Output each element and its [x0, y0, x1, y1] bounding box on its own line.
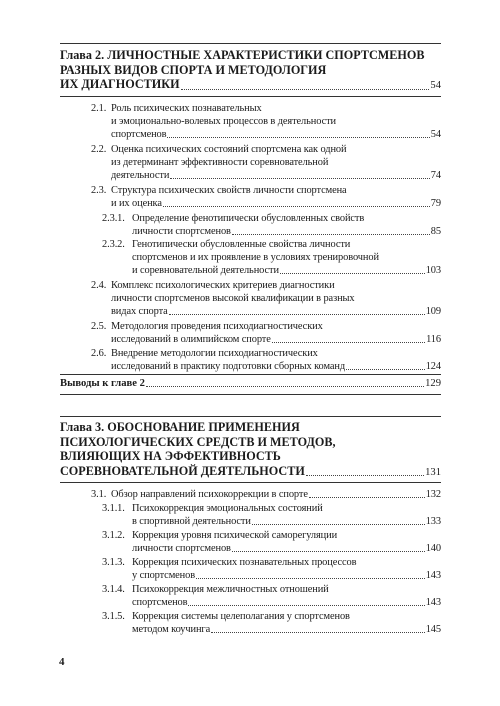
- dot-leader: [167, 136, 429, 138]
- entry-line: спортсменов и их проявление в условиях тренировочной: [132, 252, 379, 263]
- entry-line: Определение фенотипически обусловленных свойств: [132, 213, 365, 224]
- section-rule: [60, 416, 441, 417]
- top-rule: [60, 43, 441, 44]
- toc-entry-2-3-1: [102, 212, 441, 238]
- toc-entry-3-1-5: [102, 610, 441, 636]
- dot-leader: [232, 233, 430, 235]
- entry-line: видах спорта: [111, 306, 168, 317]
- entry-line: из детерминант эффективности соревновательной: [111, 157, 329, 168]
- toc-entry-2-2: [91, 143, 441, 182]
- entry-line: Внедрение методологии психодиагностических: [111, 348, 318, 359]
- entry-number: 3.1.3.: [102, 557, 125, 568]
- entry-line: и эмоционально-волевых процессов в деятельности: [111, 116, 336, 127]
- entry-line: Коррекция психических познавательных процессов: [132, 557, 357, 568]
- entry-page: 103: [425, 265, 441, 276]
- entry-line: деятельности: [111, 170, 170, 181]
- toc-entry-3-1-2: [102, 529, 441, 555]
- entry-line: и соревновательной деятельности: [132, 265, 279, 276]
- entry-line: спортсменов: [111, 129, 167, 140]
- chapter-3-rule: [60, 482, 441, 483]
- dot-leader: [181, 88, 430, 90]
- dot-leader: [163, 205, 430, 207]
- dot-leader: [146, 385, 424, 387]
- entry-line: у спортсменов: [132, 570, 196, 581]
- entry-line: в спортивной деятельности: [132, 516, 251, 527]
- toc-entry-2-3: [91, 184, 441, 210]
- entry-page: 143: [425, 570, 441, 581]
- toc-entry-2-3-2: [102, 238, 441, 277]
- chapter-2-page: 54: [430, 80, 441, 92]
- dot-leader: [306, 474, 424, 476]
- entry-number: 3.1.5.: [102, 611, 125, 622]
- chapter-3-title-line: ВЛИЯЮЩИХ НА ЭФФЕКТИВНОСТЬ: [60, 449, 281, 464]
- entry-line: исследований в олимпийском спорте: [111, 334, 271, 345]
- toc-entry-3-1-1: [102, 502, 441, 528]
- chapter-3-title: [60, 420, 441, 480]
- entry-page: 79: [430, 198, 441, 209]
- entry-line: Методология проведения психодиагностических: [111, 321, 323, 332]
- entry-number: 2.2.: [91, 144, 107, 155]
- conclusions-page: 129: [425, 378, 441, 389]
- entry-line: Комплекс психологических критериев диагностики: [111, 280, 335, 291]
- entry-line: методом коучинга: [132, 624, 211, 635]
- dot-leader: [169, 313, 425, 315]
- entry-page: 74: [430, 170, 441, 181]
- entry-line: Роль психических познавательных: [111, 103, 262, 114]
- toc-entry-3-1: [91, 488, 441, 501]
- entry-number: 3.1.1.: [102, 503, 125, 514]
- entry-line: Психокоррекция межличностных отношений: [132, 584, 329, 595]
- entry-number: 2.3.: [91, 185, 107, 196]
- entry-page: 132: [425, 489, 441, 500]
- dot-leader: [211, 631, 425, 633]
- toc-entry-3-1-3: [102, 556, 441, 582]
- entry-page: 143: [425, 597, 441, 608]
- entry-number: 2.6.: [91, 348, 107, 359]
- dot-leader: [309, 496, 425, 498]
- entry-line: Оценка психических состояний спортсмена как одной: [111, 144, 347, 155]
- chapter-2-title-line: ИХ ДИАГНОСТИКИ: [60, 77, 180, 92]
- chapter-3-title-line: Глава 3. ОБОСНОВАНИЕ ПРИМЕНЕНИЯ: [60, 420, 300, 434]
- entry-number: 3.1.4.: [102, 584, 125, 595]
- entry-page: 124: [425, 361, 441, 372]
- entry-page: 116: [426, 334, 441, 345]
- chapter-2-title: [60, 48, 441, 94]
- entry-page: 133: [425, 516, 441, 527]
- entry-number: 2.4.: [91, 280, 107, 291]
- section-rule: [60, 394, 441, 395]
- toc-entry-2-1: [91, 102, 441, 141]
- entry-page: 85: [430, 226, 441, 237]
- entry-line: личности спортсменов: [132, 226, 231, 237]
- chapter-3-title-line: СОРЕВНОВАТЕЛЬНОЙ ДЕЯТЕЛЬНОСТИ: [60, 463, 305, 478]
- entry-line: Коррекция системы целеполагания у спортсменов: [132, 611, 350, 622]
- entry-number: 2.1.: [91, 103, 107, 114]
- entry-page: 54: [430, 129, 441, 140]
- entry-line: спортсменов: [132, 597, 188, 608]
- conclusions-label: Выводы к главе 2: [60, 378, 145, 389]
- dot-leader: [346, 368, 425, 370]
- dot-leader: [252, 523, 425, 525]
- entry-line: личности спортсменов: [132, 543, 231, 554]
- chapter-2-title-line: Глава 2. ЛИЧНОСТНЫЕ ХАРАКТЕРИСТИКИ СПОРТСМЕНОВ: [60, 48, 425, 62]
- entry-line: Коррекция уровня психической саморегуляции: [132, 530, 338, 541]
- page-number: 4: [59, 656, 65, 668]
- entry-page: 145: [425, 624, 441, 635]
- entry-number: 2.5.: [91, 321, 107, 332]
- section-rule: [60, 374, 441, 375]
- entry-line: Обзор направлений психокоррекции в спорте: [111, 489, 308, 500]
- entry-number: 2.3.2.: [102, 239, 125, 250]
- entry-line: Генотипически обусловленные свойства личности: [132, 239, 351, 250]
- entry-number: 2.3.1.: [102, 213, 125, 224]
- chapter-2-conclusions: [60, 377, 441, 390]
- toc-entry-2-6: [91, 347, 441, 373]
- toc-entry-3-1-4: [102, 583, 441, 609]
- dot-leader: [272, 341, 425, 343]
- chapter-3-title-line: ПСИХОЛОГИЧЕСКИХ СРЕДСТВ И МЕТОДОВ,: [60, 434, 336, 449]
- entry-number: 3.1.: [91, 489, 107, 500]
- entry-page: 140: [425, 543, 441, 554]
- dot-leader: [280, 272, 425, 274]
- entry-number: 3.1.2.: [102, 530, 125, 541]
- chapter-2-title-line: РАЗНЫХ ВИДОВ СПОРТА И МЕТОДОЛОГИЯ: [60, 62, 327, 77]
- toc-entry-2-4: [91, 279, 441, 318]
- chapter-3-page: 131: [425, 466, 441, 478]
- chapter-2-rule: [60, 96, 441, 97]
- entry-line: и их оценка: [111, 198, 162, 209]
- entry-line: Структура психических свойств личности спортсмена: [111, 185, 347, 196]
- dot-leader: [196, 577, 425, 579]
- dot-leader: [170, 177, 430, 179]
- entry-line: личности спортсменов высокой квалификации в разных: [111, 293, 355, 304]
- dot-leader: [232, 550, 425, 552]
- entry-line: Психокоррекция эмоциональных состояний: [132, 503, 323, 514]
- dot-leader: [188, 604, 424, 606]
- entry-page: 109: [425, 306, 441, 317]
- toc-entry-2-5: [91, 320, 441, 346]
- entry-line: исследований в практику подготовки сборных команд: [111, 361, 346, 372]
